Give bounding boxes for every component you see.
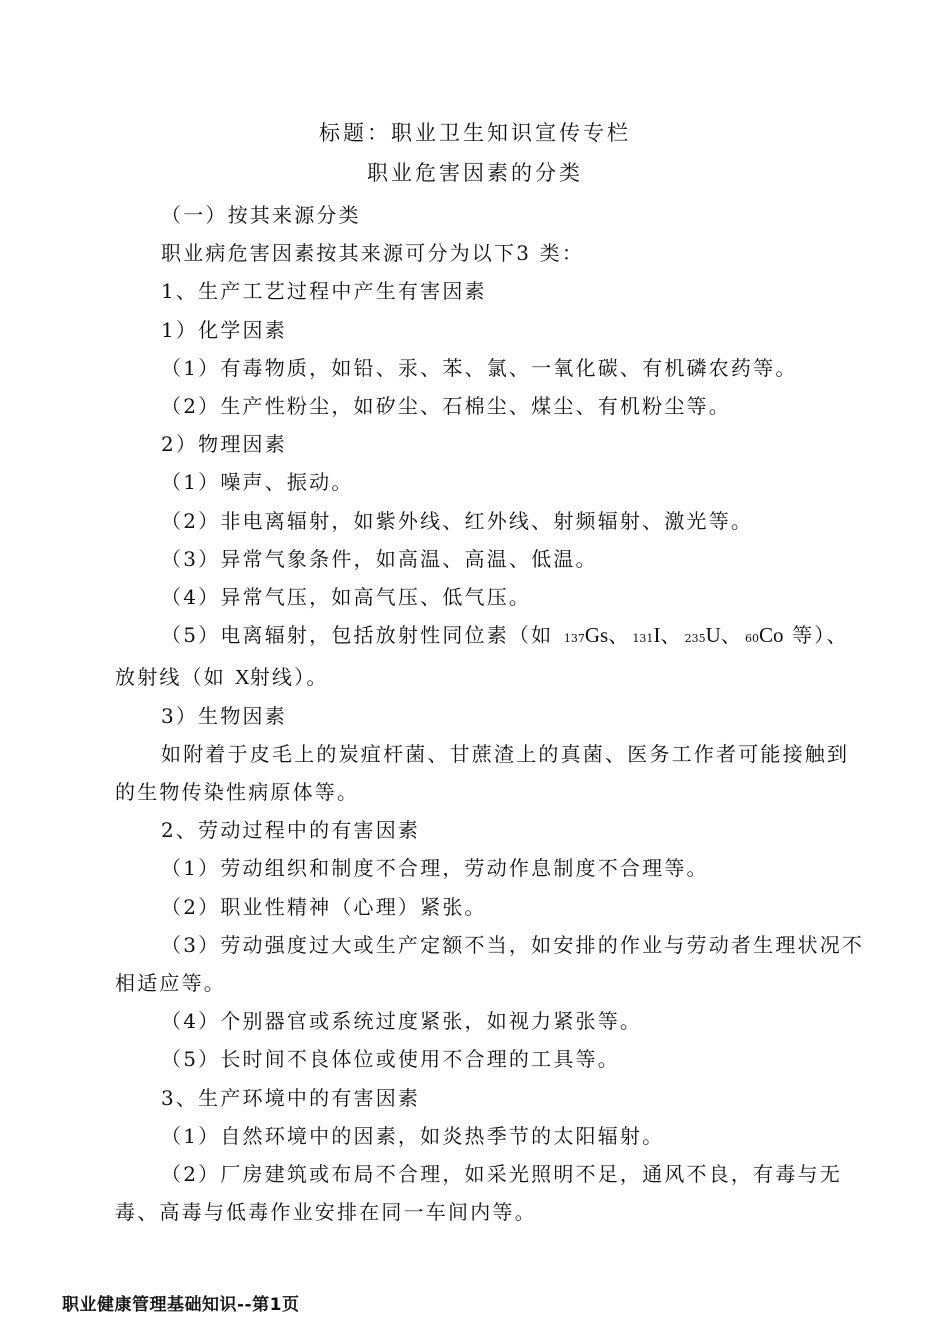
paragraph: （3）异常气象条件，如高温、高温、低温。 (161, 546, 598, 571)
isotope-mass: 60 (745, 632, 760, 646)
paragraph: （1）劳动组织和制度不合理，劳动作息制度不合理等。 (161, 856, 709, 881)
radiation-paragraph (115, 616, 865, 696)
separator: 、 (608, 623, 631, 648)
isotope-symbol: Co (759, 623, 784, 648)
paragraph: （2）非电离辐射，如紫外线、红外线、射频辐射、激光等。 (161, 508, 754, 533)
paragraph: （2）厂房建筑或布局不合理，如采光照明不足，通风不良，有毒与无毒、高毒与低毒作业安排在同一车间内等。 (115, 1162, 842, 1225)
paragraph: 3）生物因素 (161, 703, 287, 728)
radiation-tail: 等）、放射线（如 (115, 623, 849, 690)
paragraph: 3、生产环境中的有害因素 (161, 1085, 421, 1110)
paragraph: 2）物理因素 (161, 432, 287, 457)
document-body (115, 196, 865, 1231)
isotope-symbol: Gs (584, 623, 609, 648)
paragraph: （1）自然环境中的因素，如炎热季节的太阳辐射。 (161, 1123, 665, 1148)
page-footer: 职业健康管理基础知识--第1页 (62, 1295, 300, 1315)
xray-letter: X (234, 665, 250, 690)
paragraph: 职业病危害因素按其来源可分为以下3 类： (161, 241, 585, 266)
paragraph: （5）长时间不良体位或使用不合理的工具等。 (161, 1047, 620, 1072)
radiation-end: 射线）。 (249, 665, 329, 690)
paragraph: （2）生产性粉尘，如矽尘、石棉尘、煤尘、有机粉尘等。 (161, 394, 731, 419)
paragraph: （4）个别器官或系统过度紧张，如视力紧张等。 (161, 1009, 643, 1034)
paragraph: 2、劳动过程中的有害因素 (161, 818, 421, 843)
radiation-lead: （5）电离辐射，包括放射性同位素（如 (161, 623, 562, 648)
paragraph: （1）有毒物质，如铅、汞、苯、氯、一氧化碳、有机磷农药等。 (161, 355, 798, 380)
paragraph: （一）按其来源分类 (161, 203, 361, 227)
document-title: 标题：职业卫生知识宣传专栏 (319, 121, 631, 145)
separator: 、 (660, 623, 683, 648)
isotope-symbol: I (653, 623, 661, 648)
isotope-symbol: U (705, 623, 721, 648)
document-subtitle: 职业危害因素的分类 (367, 161, 583, 185)
paragraph: （2）职业性精神（心理）紧张。 (161, 894, 487, 919)
paragraph: （4）异常气压，如高气压、低气压。 (161, 585, 532, 610)
paragraph: 1）化学因素 (161, 317, 287, 342)
paragraph: 如附着于皮毛上的炭疽杆菌、甘蔗渣上的真菌、医务工作者可能接触到的生物传染性病原体等。 (115, 741, 850, 805)
isotope-mass: 235 (684, 632, 706, 646)
isotope-mass: 137 (563, 632, 585, 646)
paragraph: 1、生产工艺过程中产生有害因素 (161, 279, 487, 304)
paragraph: （3）劳动强度过大或生产定额不当，如安排的作业与劳动者生理状况不相适应等。 (115, 932, 865, 996)
paragraph: （1）噪声、振动。 (161, 470, 354, 495)
separator: 、 (720, 623, 744, 648)
isotope-mass: 131 (632, 632, 654, 646)
